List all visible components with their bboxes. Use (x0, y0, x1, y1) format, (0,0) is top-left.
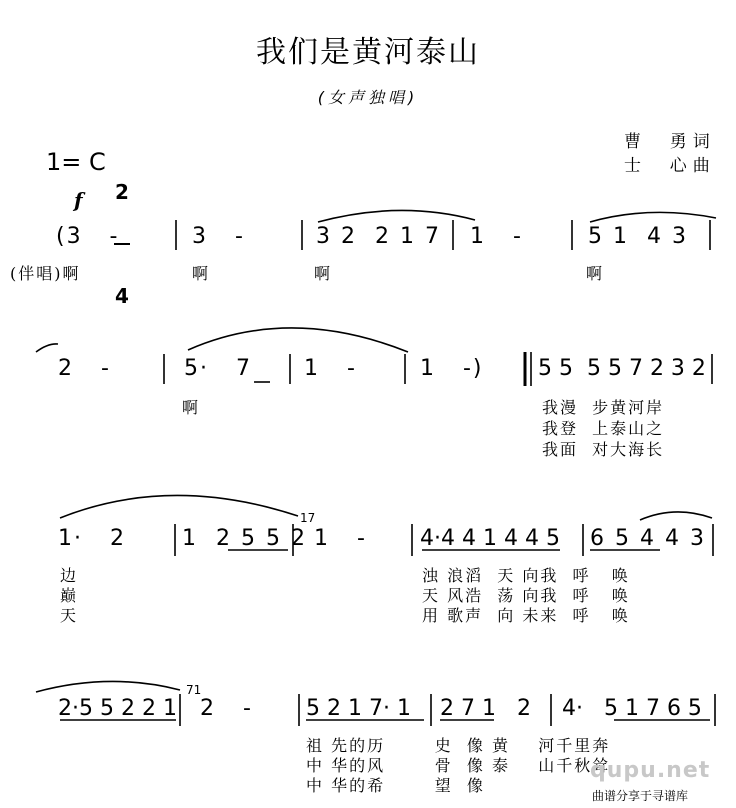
measure-notes: 1 - (314, 526, 367, 551)
measure-notes: 4· 5 1 7 6 5 (562, 696, 702, 721)
measure-notes: 2 - (58, 356, 111, 381)
measure-notes: 5 1 4 3 (588, 224, 688, 249)
accompaniment-lyric: (伴唱)啊 (10, 264, 81, 283)
composer-credit: 士 心曲 (624, 156, 716, 176)
grace-note: 17 (300, 511, 316, 525)
slur (590, 212, 716, 222)
measure-notes: 1 - (304, 356, 357, 381)
lyric-verse-3: 我面 对大海长 (542, 440, 665, 459)
lyric-verse-2: 巅 (60, 586, 79, 605)
measure-notes: 1 -) (420, 356, 484, 381)
slur (188, 328, 408, 352)
grace-note: 71 (186, 683, 202, 697)
measure-notes: 2·5 5 2 2 1 (58, 696, 177, 721)
measure-notes: (3 - (56, 224, 120, 249)
time-signature-top: 2 (115, 180, 129, 204)
measure-notes: 4·4 4 1 4 4 5 (420, 526, 560, 551)
measure-notes: 3 - (192, 224, 245, 249)
measure-notes: 5 2 1 7· 1 (306, 696, 411, 721)
lyric-verse-3: 天 (60, 606, 79, 625)
performance-note: (女声独唱) (317, 88, 419, 107)
dynamic-marking: f (74, 188, 83, 212)
key-signature: 1= C (46, 148, 106, 176)
measure-notes: 6 5 4 4 3 (590, 526, 706, 551)
lyric-verse-2: 天 风浩 荡 向我 呼 唤 (422, 586, 630, 605)
measure-notes: 2 7 1 2 (440, 696, 531, 721)
source-footer: 曲谱分享于寻谱库 (592, 789, 689, 803)
lyric-verse-1: 我漫 步黄河岸 (542, 398, 665, 417)
slur (60, 495, 298, 518)
lyric-verse-3: 用 歌声 向 未来 呼 唤 (422, 606, 630, 625)
lyric-syllable: 啊 (314, 264, 333, 283)
lyric-verse-2: 中 华的风 骨 像 泰 山千秋耸 (306, 756, 611, 775)
lyric-verse-1: 浊 浪滔 天 向我 呼 唤 (422, 566, 630, 585)
measure-notes: 3 2 2 1 7 (316, 224, 441, 249)
watermark: qupu.net (590, 758, 711, 783)
lyric-syllable: 啊 (182, 398, 201, 417)
lyric-verse-3: 中 华的希 望 像 (306, 776, 485, 795)
lyric-verse-2: 我登 上泰山之 (542, 419, 665, 438)
song-title: 我们是黄河泰山 (256, 35, 480, 70)
measure-notes: 1· 2 (58, 526, 126, 551)
measure-notes: 5 5 5 5 7 2 3 2 (538, 356, 706, 381)
measure-notes: 5· 7 (184, 356, 252, 381)
slur (36, 344, 58, 352)
lyricist-credit: 曹 勇词 (624, 132, 716, 152)
time-signature-bottom: 4 (115, 284, 129, 308)
lyric-verse-1: 边 (60, 566, 79, 585)
lyric-syllable: 啊 (192, 264, 211, 283)
measure-notes: 2 - (200, 696, 253, 721)
measure-notes: 1 - (470, 224, 523, 249)
measure-notes: 1 2 5 5 2 (182, 526, 307, 551)
slur (640, 512, 712, 520)
lyric-syllable: 啊 (586, 264, 605, 283)
lyric-verse-1: 祖 先的历 史 像 黄 河千里奔 (306, 736, 611, 755)
slur (36, 681, 180, 692)
slur (318, 210, 475, 222)
